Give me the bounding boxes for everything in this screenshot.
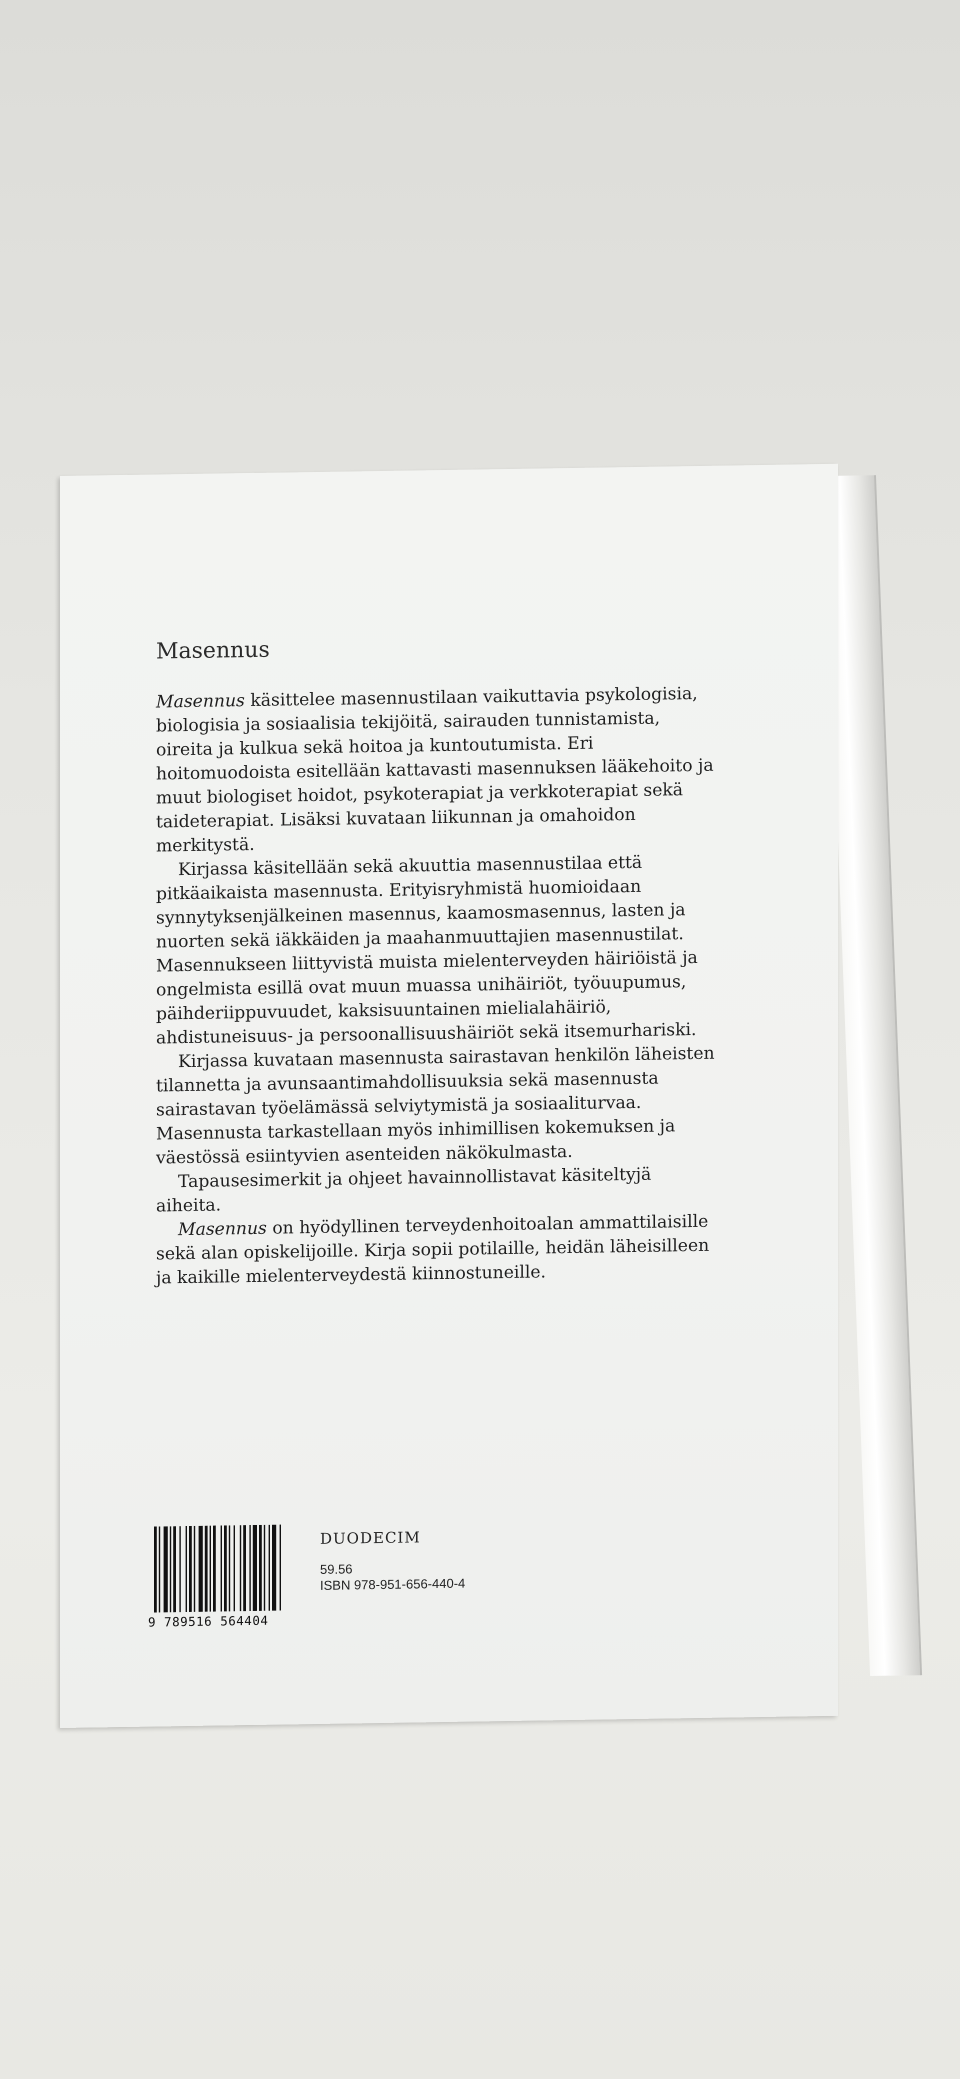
blurb <box>156 631 716 1291</box>
italic-title: Masennus <box>178 1218 267 1241</box>
book-spine <box>824 475 922 1676</box>
blurb-paragraph <box>156 682 716 859</box>
paragraph-text: Tapausesimerkit ja ohjeet havainnollistavat käsiteltyjä aiheita. <box>156 1164 652 1217</box>
book <box>60 476 960 1736</box>
imprint-area <box>148 1520 568 1647</box>
isbn: ISBN 978-951-656-440-4 <box>320 1575 466 1593</box>
paragraph-text: käsittelee masennustilaan vaikuttavia psykologisia, biologisia ja sosiaalisia tekijöitä, sairauden tunnistamista, oireita ja kulkua sekä hoitoa ja kuntoutumista. Eri hoitomuodoista esitellään kattavasti masennuksen lääkehoito ja muut biologiset hoidot, psykoterapiat ja verkkoterapiat sekä taideterapiat. Lisäksi kuvataan liikunnan ja omahoidon merkitystä. <box>156 683 714 857</box>
blurb-paragraph <box>156 1162 716 1219</box>
paragraph-text: Kirjassa kuvataan masennusta sairastavan henkilön läheisten tilannetta ja avunsaantimahdollisuuksia sekä masennusta sairastavan työelämässä selviytymistä ja sosiaaliturvaa. Masennusta tarkastellaan myös inhimillisen kokemuksen ja väestössä esiintyvien asenteiden näkökulmasta. <box>156 1043 715 1169</box>
paragraph-text: Kirjassa käsitellään sekä akuuttia masennustilaa että pitkäaikaista masennusta. Erityisryhmistä huomioidaan synnytyksenjälkeinen masennus, kaamosmasennus, lasten ja nuorten sekä iäkkäiden ja maahanmuuttajien masennustilat. Masennukseen liittyvistä muista mielenterveyden häiriöistä ja ongelmista esillä ovat muun muassa unihäiriöt, työuupumus, päihderiippuvuudet, kaksisuuntainen mielialahäiriö, ahdistuneisuus- ja persoonallisuushäiriöt sekä itsemurhariski. <box>156 852 698 1049</box>
publisher-name: DUODECIM <box>320 1528 421 1548</box>
blurb-paragraph <box>156 1042 716 1171</box>
barcode-digits: 9 789516 564404 <box>148 1612 269 1630</box>
blurb-paragraph <box>156 850 716 1051</box>
publisher-block <box>320 1528 465 1594</box>
paragraph-text: on hyödyllinen terveydenhoitoalan ammattilaisille sekä alan opiskelijoille. Kirja sopii potilaille, heidän läheisilleen ja kaikille mielenterveydestä kiinnostuneille. <box>156 1211 710 1289</box>
price-code: 59.56 <box>320 1561 353 1577</box>
barcode-bars <box>154 1524 310 1614</box>
barcode <box>148 1524 312 1637</box>
book-title: Masennus <box>156 637 270 665</box>
back-cover <box>60 464 838 1728</box>
blurb-paragraph <box>156 1210 716 1291</box>
italic-title: Masennus <box>156 691 245 713</box>
